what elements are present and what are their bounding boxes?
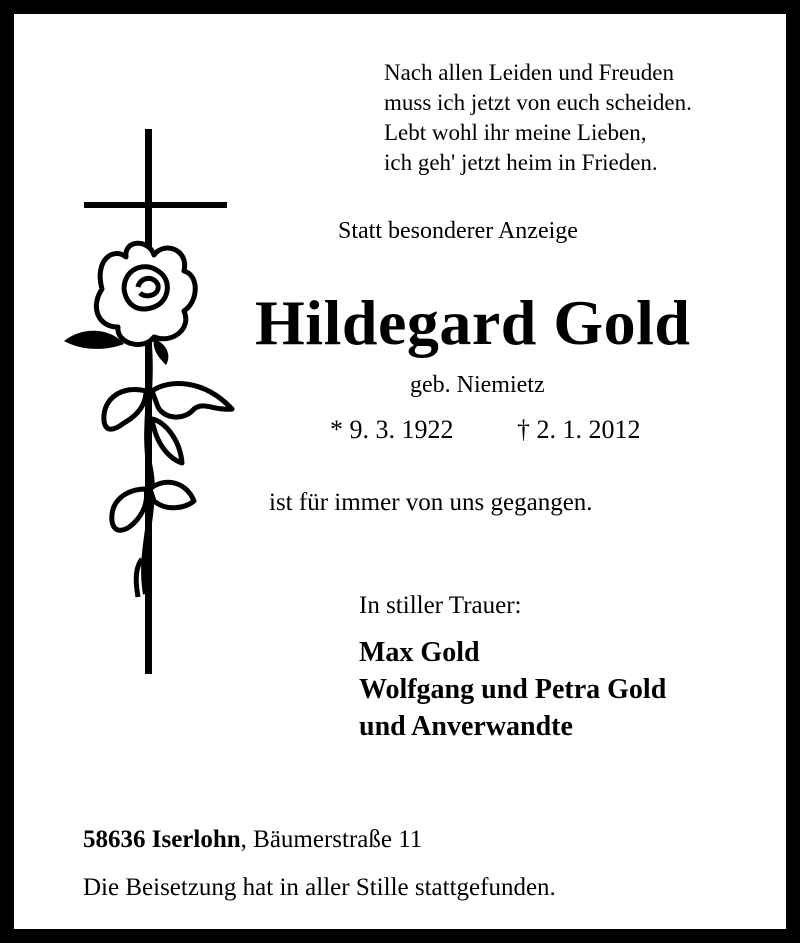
- mourner-name: Max Gold: [359, 637, 480, 668]
- maiden-name: geb. Niemietz: [410, 372, 545, 398]
- statement: ist für immer von uns gegangen.: [269, 489, 593, 516]
- death-date: † 2. 1. 2012: [517, 415, 641, 444]
- address-city: 58636 Iserlohn: [83, 826, 241, 853]
- mourner-name: Wolfgang und Petra Gold: [359, 674, 667, 705]
- address-street: Bäumerstraße 11: [246, 826, 423, 853]
- burial-note: Die Beisetzung hat in aller Stille stattgefunden.: [83, 874, 556, 901]
- poem-line: muss ich jetzt von euch scheiden.: [384, 90, 692, 115]
- poem: [384, 58, 692, 178]
- poem-line: Lebt wohl ihr meine Lieben,: [384, 120, 647, 145]
- birth-date: * 9. 3. 1922: [330, 415, 454, 444]
- address-separator: ,: [240, 826, 247, 853]
- mourning-heading: In stiller Trauer:: [359, 592, 522, 619]
- notice-type: Statt besonderer Anzeige: [338, 218, 578, 244]
- cross-with-rose-icon: [54, 129, 244, 679]
- address: [83, 826, 422, 854]
- poem-line: Nach allen Leiden und Freuden: [384, 60, 674, 85]
- mourner-name: und Anverwandte: [359, 711, 573, 742]
- poem-line: ich geh' jetzt heim in Frieden.: [384, 150, 658, 175]
- mourners-list: [359, 634, 666, 745]
- deceased-name: Hildegard Gold: [255, 287, 691, 358]
